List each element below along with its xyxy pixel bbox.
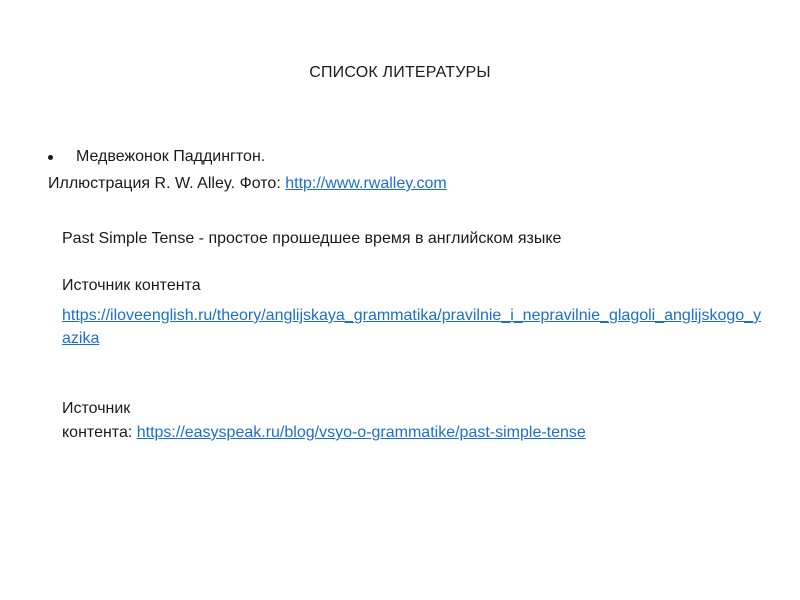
illustration-credit: [48, 175, 447, 193]
source1-link-wrapper: [62, 304, 762, 350]
source2-label: Источник: [62, 400, 131, 417]
source1-label: Источник контента: [62, 277, 201, 294]
rwalley-link[interactable]: http://www.rwalley.com: [285, 175, 447, 192]
source2-prefix: контента:: [62, 424, 137, 441]
easyspeak-link[interactable]: https://easyspeak.ru/blog/vsyo-o-grammatike/past-simple-tense: [136, 424, 586, 441]
illustration-prefix: Иллюстрация R. W. Alley. Фото:: [48, 175, 286, 192]
iloveenglish-link[interactable]: https://iloveenglish.ru/theory/anglijskaya_grammatika/pravilnie_i_nepravilnie_glagoli_anglijskogo_yazika: [62, 307, 762, 347]
bullet-text: Медвежонок Паддингтон.: [76, 148, 266, 165]
bullet-item: [48, 148, 265, 166]
source2-line: [62, 424, 586, 442]
bullet-icon: [48, 155, 53, 160]
past-simple-heading: Past Simple Tense - простое прошедшее время в английском языке: [62, 230, 562, 247]
slide-title: СПИСОК ЛИТЕРАТУРЫ: [309, 64, 491, 81]
